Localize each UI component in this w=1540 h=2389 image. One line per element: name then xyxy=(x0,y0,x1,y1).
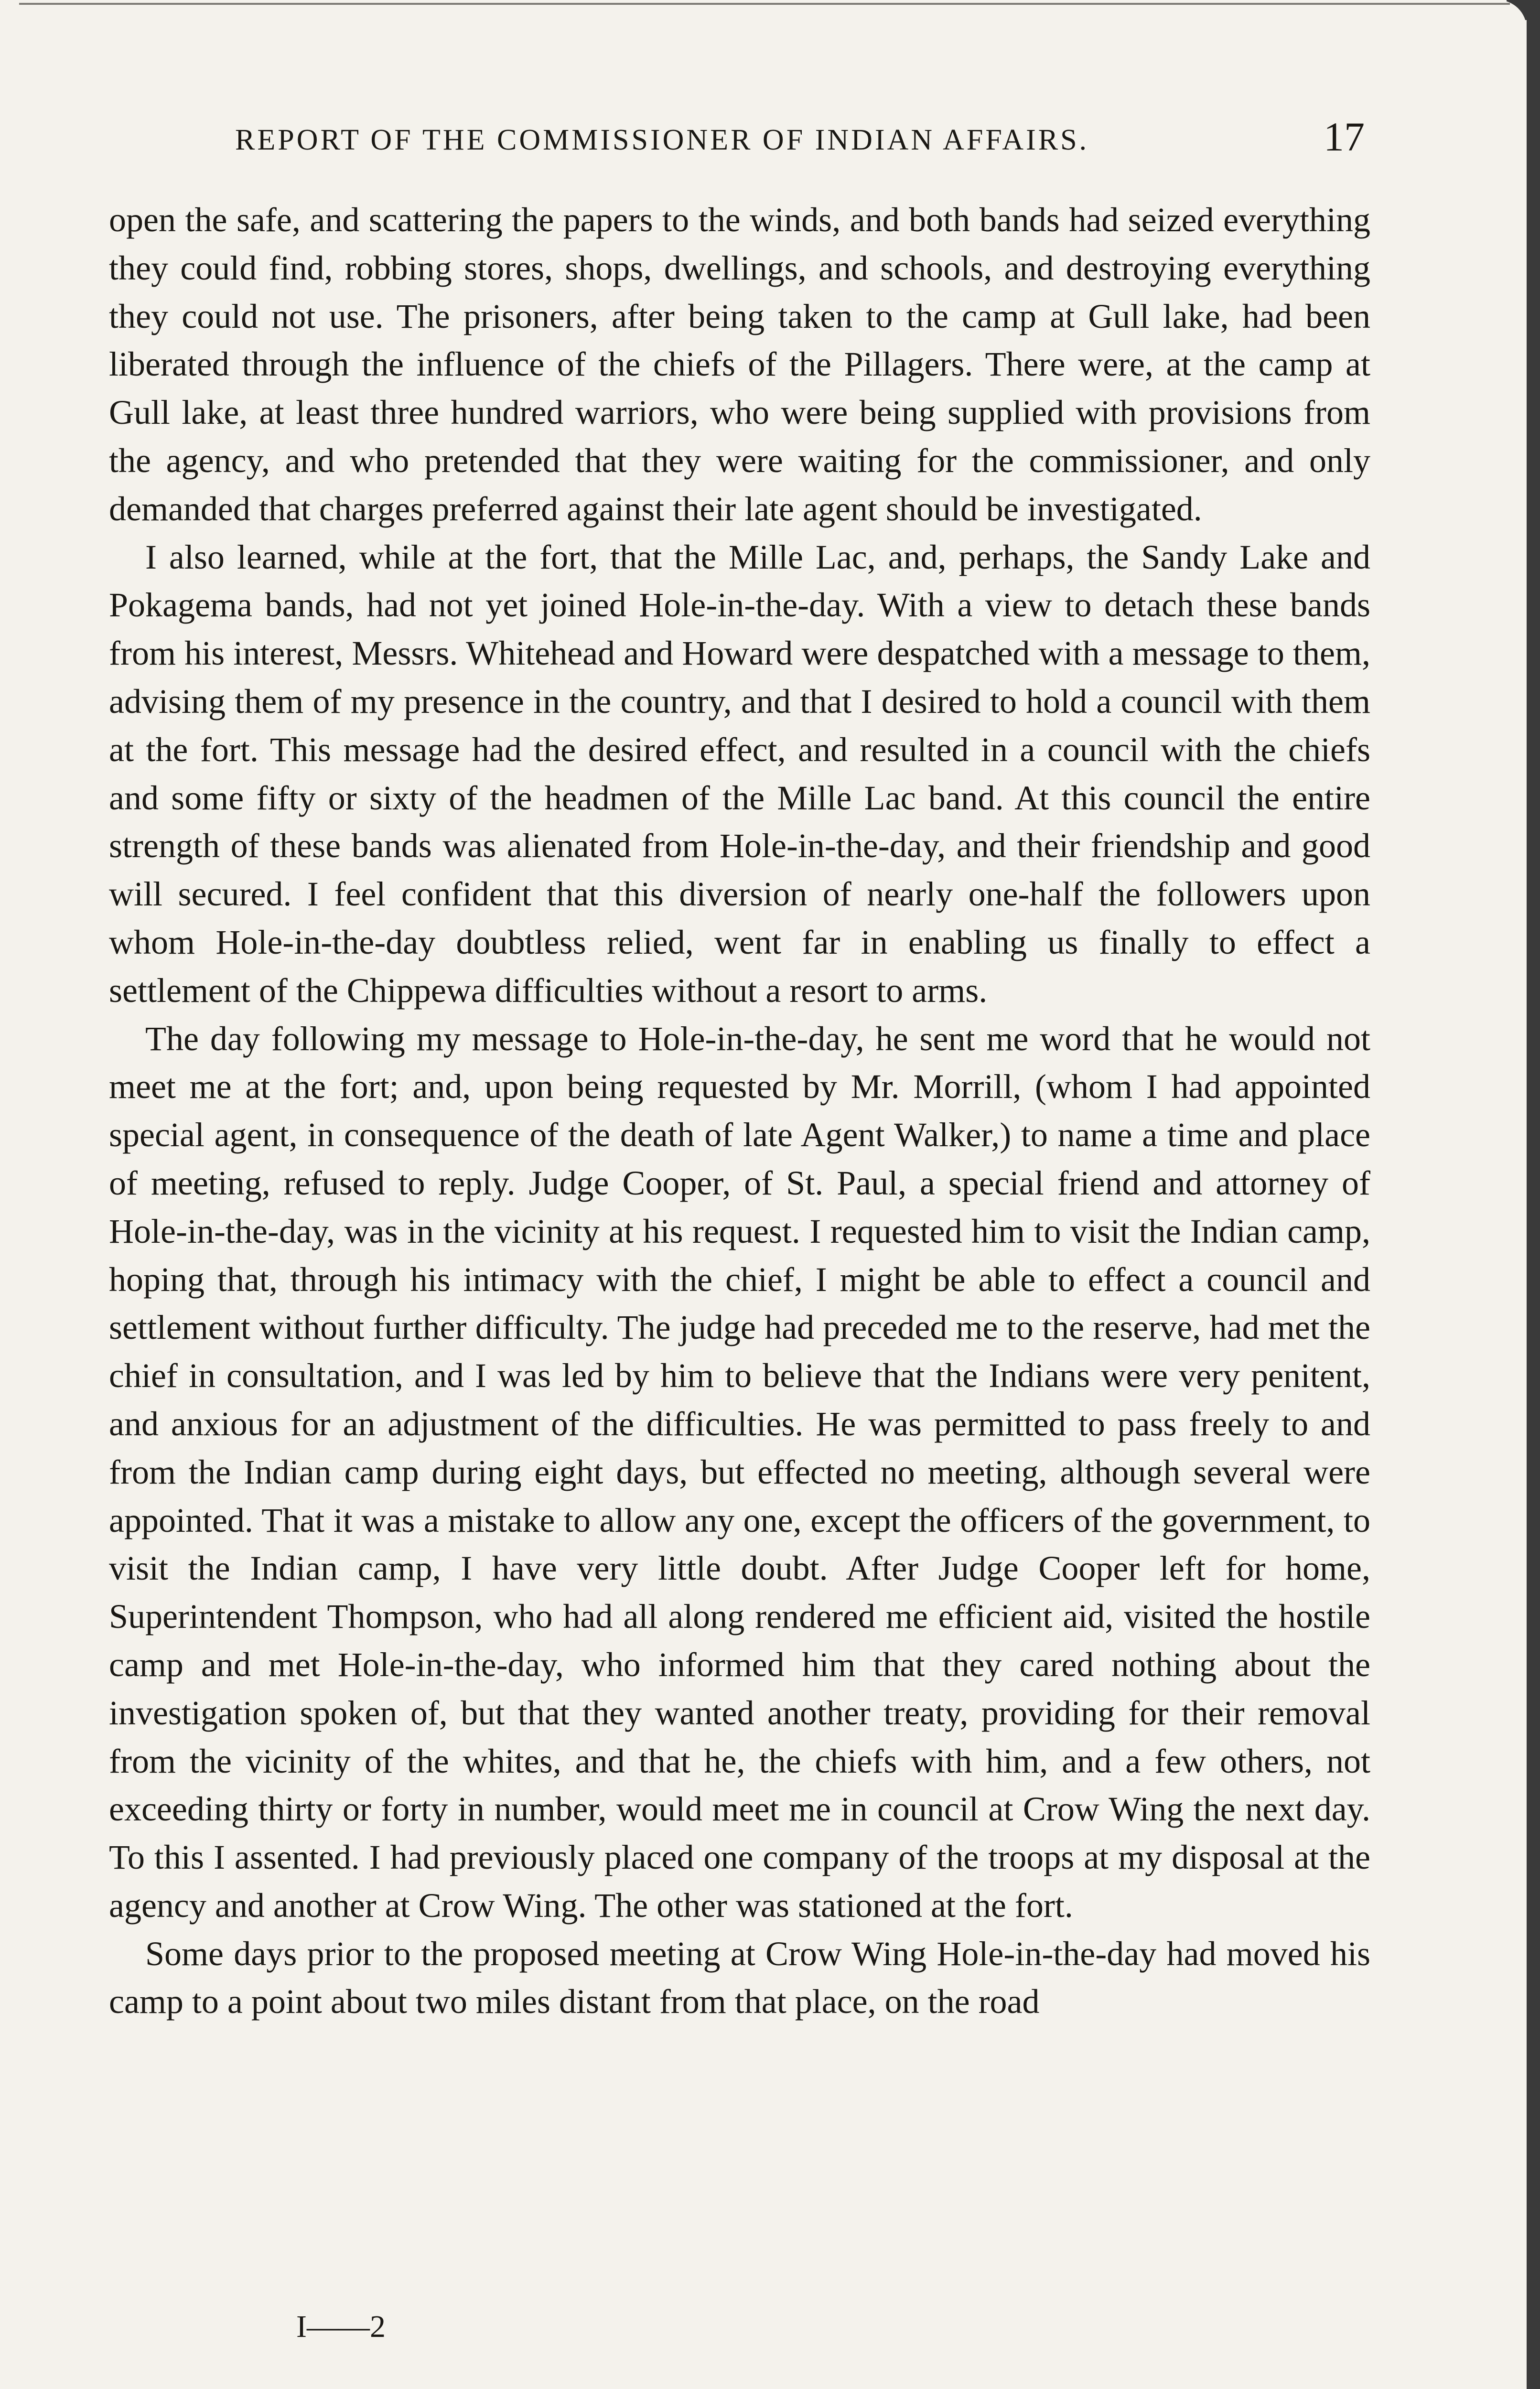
page-number: 17 xyxy=(1324,114,1365,160)
top-page-rule xyxy=(19,3,1510,5)
body-text xyxy=(109,196,1370,2026)
running-head: REPORT OF THE COMMISSIONER OF INDIAN AFFAIRS. xyxy=(235,124,1089,156)
page-edge xyxy=(1527,0,1540,2389)
signature-mark: I——2 xyxy=(296,2309,386,2344)
paragraph: I also learned, while at the fort, that the Mille Lac, and, perhaps, the Sandy Lake and Pokagema bands, had not yet joined Hole-in-the-day. With a view to detach these bands from his interest, Messrs. Whitehead and Howard were despatched with a message to them, advising them of my presence in the country, and that I desired to hold a council with them at the fort. This message had the desired effect, and resulted in a council with the chiefs and some fifty or sixty of the headmen of the Mille Lac band. At this council the entire strength of these bands was alienated from Hole-in-the-day, and their friendship and good will secured. I feel confident that this diversion of nearly one-half the followers upon whom Hole-in-the-day doubtless relied, went far in enabling us finally to effect a settlement of the Chippewa difficulties without a resort to arms. xyxy=(109,538,1370,1010)
paragraph: Some days prior to the proposed meeting at Crow Wing Hole-in-the-day had moved his camp to a point about two miles distant from that place, on the road xyxy=(109,1934,1370,2021)
paragraph: open the safe, and scattering the papers to the winds, and both bands had seized everything they could find, robbing stores, shops, dwellings, and schools, and destroying everything they could not use. The prisoners, after being taken to the camp at Gull lake, had been liberated through the influence of the chiefs of the Pillagers. There were, at the camp at Gull lake, at least three hundred warriors, who were being supplied with provisions from the agency, and who pretended that they were waiting for the commissioner, and only demanded that charges preferred against their late agent should be investigated. xyxy=(109,201,1370,528)
paragraph: The day following my message to Hole-in-the-day, he sent me word that he would not meet me at the fort; and, upon being requested by Mr. Morrill, (whom I had appointed special agent, in consequence of the death of late Agent Walker,) to name a time and place of meeting, refused to reply. Judge Cooper, of St. Paul, a special friend and attorney of Hole-in-the-day, was in the vicinity at his request. I requested him to visit the Indian camp, hoping that, through his intimacy with the chief, I might be able to effect a council and settlement without further difficulty. The judge had preceded me to the reserve, had met the chief in consultation, and I was led by him to believe that the Indians were very penitent, and anxious for an adjustment of the difficulties. He was permitted to pass freely to and from the Indian camp during eight days, but effected no meeting, although several were appointed. That it was a mistake to allow any one, except the officers of the government, to visit the Indian camp, I have very little doubt. After Judge Cooper left for home, Superintendent Thompson, who had all along rendered me efficient aid, visited the hostile camp and met Hole-in-the-day, who informed him that they cared nothing about the investigation spoken of, but that they wanted another treaty, providing for their removal from the vicinity of the whites, and that he, the chiefs with him, and a few others, not exceeding thirty or forty in number, would meet me in council at Crow Wing the next day. To this I assented. I had previously placed one company of the troops at my disposal at the agency and another at Crow Wing. The other was stationed at the fort. xyxy=(109,1019,1370,1925)
page-corner xyxy=(1498,0,1527,29)
